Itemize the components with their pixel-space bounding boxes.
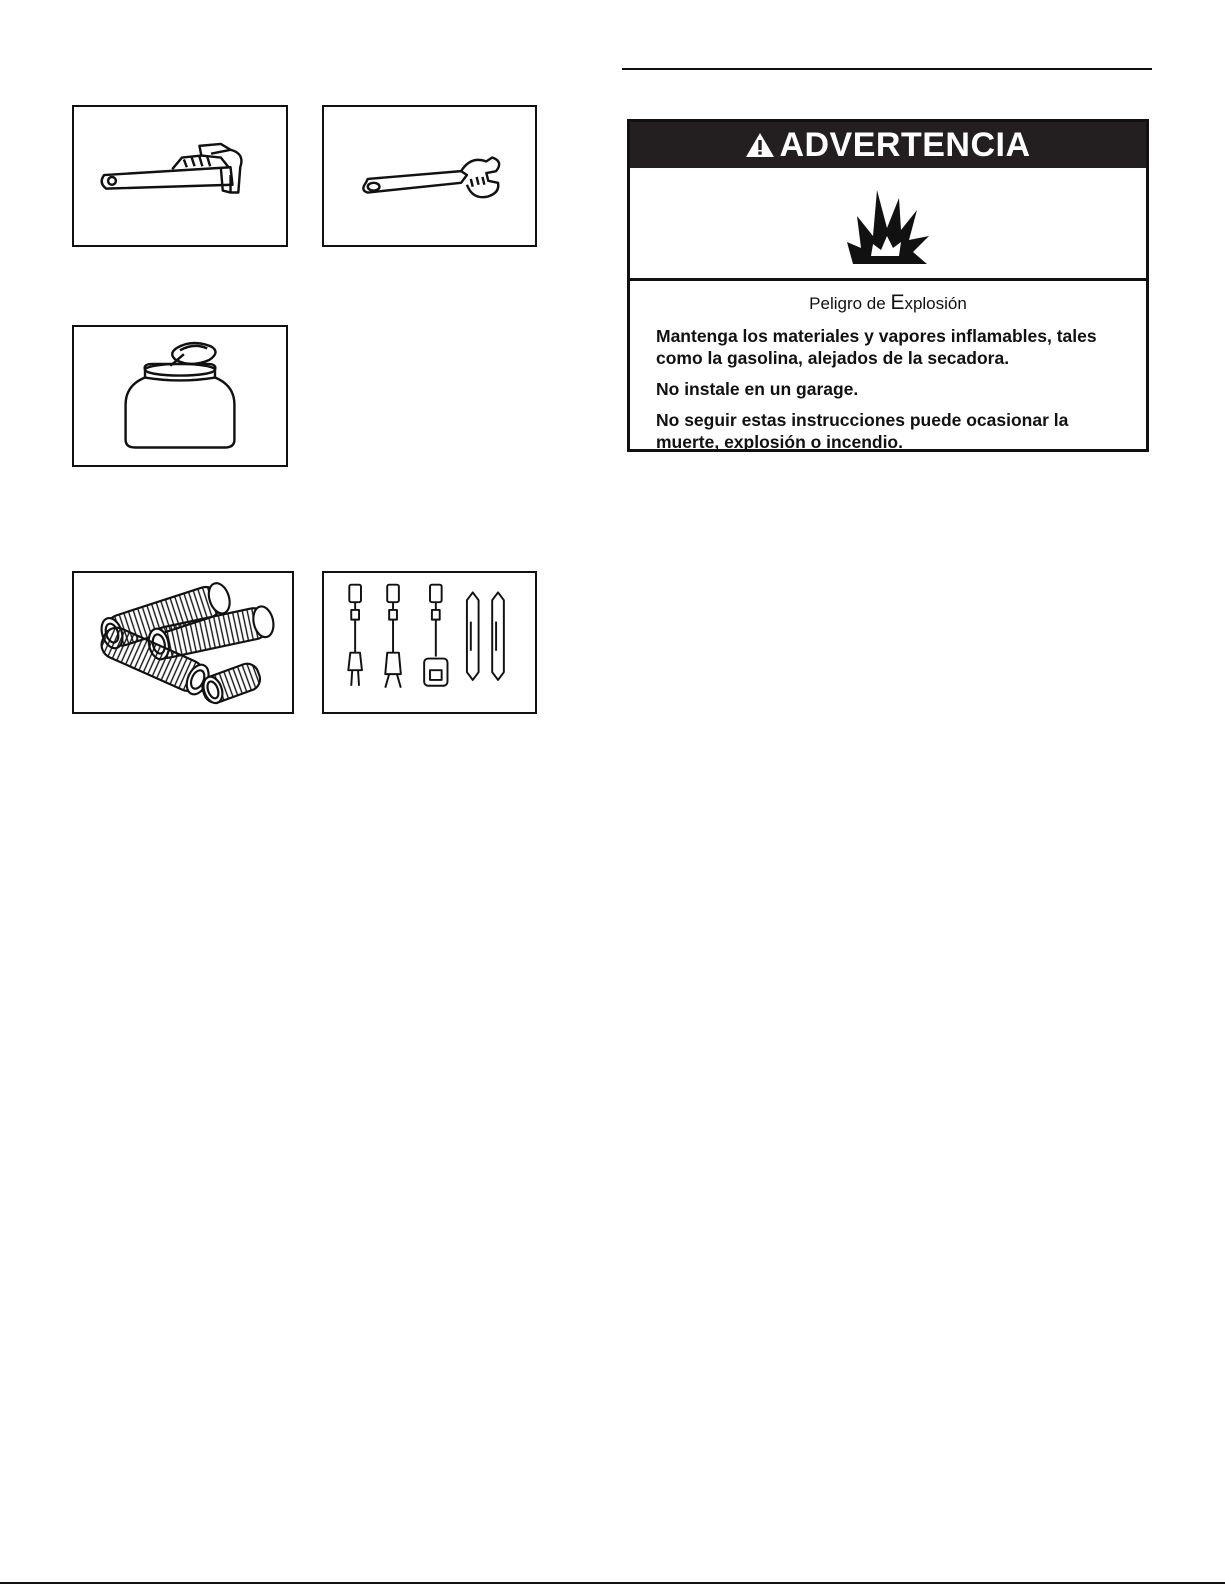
warning-title-prefix: Peligro de — [809, 294, 891, 313]
explosion-icon-area — [630, 168, 1146, 281]
top-rule — [622, 68, 1152, 70]
bottom-rule — [0, 1582, 1225, 1584]
warning-triangle-icon — [745, 131, 775, 159]
pipe-wrench-figure — [72, 105, 288, 247]
power-cords-figure — [322, 571, 537, 714]
adjustable-wrench-figure — [322, 105, 537, 247]
warning-header — [630, 122, 1146, 168]
jar-icon — [74, 327, 286, 465]
warning-title-initial: E — [890, 291, 905, 314]
vent-hose-figure — [72, 571, 294, 714]
adjustable-wrench-icon — [324, 107, 535, 245]
warning-line: No instale en un garage. — [656, 379, 859, 399]
warning-body — [630, 281, 1146, 453]
warning-line: No seguir estas instrucciones puede ocasionar la muerte, explosión o incendio. — [656, 410, 1069, 452]
vent-hose-icon — [74, 573, 292, 712]
jar-figure — [72, 325, 288, 467]
warning-title — [656, 291, 1120, 315]
warning-line: Mantenga los materiales y vapores inflamables, tales como la gasolina, alejados de la secadora. — [656, 326, 1097, 368]
power-cords-icon — [324, 573, 535, 712]
warning-title-rest: xplosión — [904, 294, 967, 313]
explosion-warning-box — [627, 119, 1149, 452]
pipe-wrench-icon — [74, 107, 286, 245]
warning-header-text: ADVERTENCIA — [779, 125, 1031, 164]
explosion-icon — [843, 180, 933, 266]
